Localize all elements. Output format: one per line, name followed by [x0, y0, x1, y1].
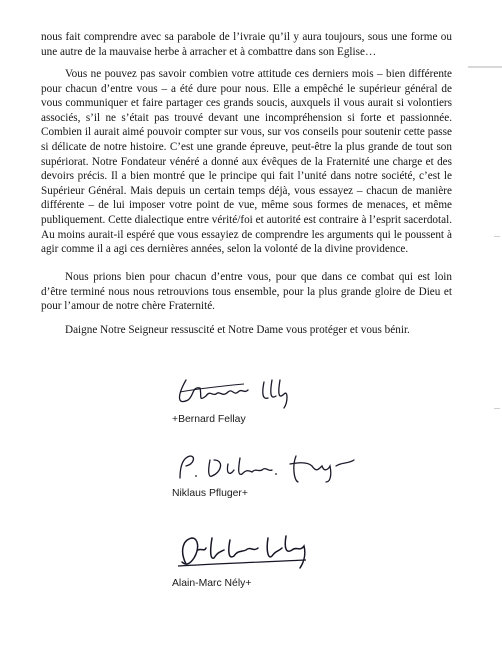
- margin-scan-mark: [494, 236, 500, 237]
- signatory-name: +Bernard Fellay: [172, 414, 246, 425]
- margin-scan-mark: [468, 66, 502, 68]
- signature-block-pfluger: [172, 448, 382, 499]
- signature-block-nely: [172, 530, 352, 589]
- signatory-name: Niklaus Pfluger+: [172, 488, 248, 499]
- signatory-name: Alain-Marc Nély+: [172, 578, 252, 589]
- signature-fellay-handwriting: [172, 372, 332, 412]
- paragraph-main: Vous ne pouvez pas savoir combien votre attitude ces derniers mois – bien différente pour chacun d’entre vous – a été dure pour nous. Elle a empêché le supérieur général de vous communiquer et faire partager ces grands soucis, auxquels il vous aurait si volontiers associés, s’il ne s’était pas trouvé devant une incompréhension si forte et passionnée. Combien il aurait aimé pouvoir compter sur vous, sur vos conseils pour soutenir cette passe si délicate de notre histoire. C’est une grande épreuve, peut-être la plus grande de tout son supériorat. Notre Fondateur vénéré a donné aux évêques de la Fraternité une charge et des devoirs précis. Il a bien montré que le principe qui fait l’unité dans notre société, c’est le Supérieur Général. Mais depuis un certain temps déjà, vous essayez – chacun de manière différente – de lui imposer votre point de vue, même sous formes de menaces, et même publiquement. Cette dialectique entre vérité/foi et autorité est contraire à l’esprit sacerdotal. Au moins aurait-il espéré que vous essayiez de comprendre les arguments qui le poussent à agir comme il a agi ces dernières années, selon la volonté de la divine providence.: [41, 68, 452, 256]
- paragraph-prayer: Nous prions bien pour chacun d’entre vous, pour que dans ce combat qui est loin d’être terminé nous nous retrouvions tous ensemble, pour la plus grande gloire de Dieu et pour l’amour de notre chère Fraternité.: [41, 271, 452, 313]
- signature-nely-handwriting: [172, 530, 352, 572]
- signature-block-fellay: [172, 372, 332, 425]
- signature-pfluger-handwriting: [172, 448, 382, 484]
- paragraph-intro: nous fait comprendre avec sa parabole de l’ivraie qu’il y aura toujours, sous une forme ou une autre de la mauvaise herbe à arracher et à combattre dans son Eglise…: [41, 31, 452, 58]
- margin-scan-mark: [494, 408, 500, 409]
- closing-blessing: Daigne Notre Seigneur ressuscité et Notre Dame vous protéger et vous bénir.: [65, 324, 410, 336]
